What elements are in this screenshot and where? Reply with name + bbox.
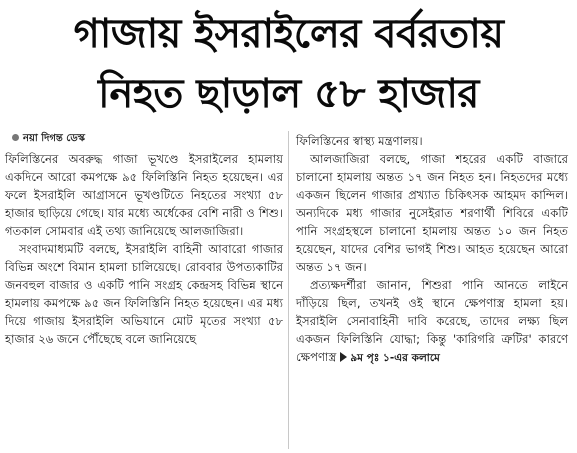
article-paragraph: ফিলিস্তিনের অবরুদ্ধ গাজা ভূখণ্ডে ইসরাইলের হামলায় একদিনে আরো কমপক্ষে ৯৫ ফিলিস্তিনি নিহত হয়েছেন। এর ফলে ইসরাইলি আগ্রাসনে ভূখণ্ডটিতে নিহতের সংখ্যা ৫৮ হাজার ছাড়িয়ে গেছে। যার মধ্যে অর্ধেকের বেশি নারী ও শিশু। গতকাল সোমবার এই তথ্য জানিয়েছে আলজাজিরা। <box>5 152 283 238</box>
article-paragraph: সংবাদমাধ্যমটি বলছে, ইসরাইলি বাহিনী আবারো গাজার বিভিন্ন অংশে বিমান হামলা চালিয়েছে। রোববার উপত্যকাটির জনবহুল বাজার ও একটি পানি সংগ্রহ কেন্দ্রসহ বিভিন্ন স্থানে হামলায় কমপক্ষে ৯৫ জন ফিলিস্তিনি নিহত হয়েছেন। এর মধ্য দিয়ে গাজায় ইসরাইলি অভিযানে মোট মৃতের সংখ্যা ৫৮ হাজার ২৬ জনে পৌঁছেছে বলে জানিয়েছে <box>5 242 283 346</box>
article-paragraph <box>296 276 568 367</box>
article-paragraph-text: প্রত্যক্ষদর্শীরা জানান, শিশুরা পানি আনতে লাইনে দাঁড়িয়ে ছিল, তখনই ওই স্থানে ক্ষেপণাস্ত্র হামলা হয়। ইসরাইলি সেনাবাহিনী দাবি করেছে, তাদের লক্ষ্য ছিল একজন ফিলিস্তিনি যোদ্ধা; কিন্তু 'কারিগরি ত্রুটির' কারণে ক্ষেপণাস্ত্র <box>296 278 568 364</box>
article-column-right <box>296 132 568 367</box>
headline-line-2: নিহত ছাড়াল ৫৮ হাজার <box>98 71 479 117</box>
byline-text: নয়া দিগন্ত ডেস্ক <box>23 133 85 144</box>
continuation-text: ৯ম পৃঃ ১-এর কলামে <box>350 352 440 364</box>
article-column-left <box>5 150 283 348</box>
article-paragraph: ফিলিস্তিনের স্বাস্থ্য মন্ত্রণালয়। <box>296 134 423 148</box>
continuation-note <box>336 352 440 364</box>
article-paragraph: আলজাজিরা বলছে, গাজা শহরের একটি বাজারে চালানো হামলায় অন্তত ১৭ জন নিহত হন। নিহতদের মধ্যে একজন ছিলেন গাজার প্রখ্যাত চিকিৎসক আহমদ কান্দিল। অন্যদিকে মধ্য গাজার নুসেইরাত শরণার্থী শিবিরে একটি পানি সংগ্রহস্থলে চালানো হামলায় অন্তত ১০ জন নিহত হয়েছেন, যাদের বেশির ভাগই শিশু। আহত হয়েছেন আরো অন্তত ১৭ জন। <box>296 152 568 274</box>
bullet-icon <box>12 134 19 141</box>
continuation-arrow-icon <box>340 352 347 362</box>
byline <box>12 132 85 146</box>
headline-line-1: গাজায় ইসরাইলের বর্বরতায় <box>73 11 504 57</box>
column-divider <box>288 131 289 449</box>
